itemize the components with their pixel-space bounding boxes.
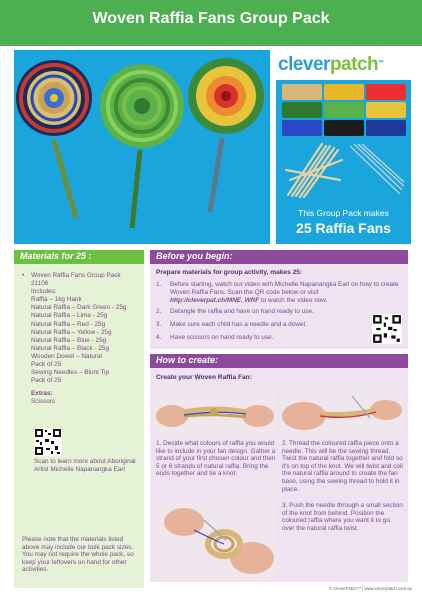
howto-step1: 1. Decide what colours of raffia you would like to include in your fan design. Gather a strand of your first chosen colour and then 5 or 6 strands of natural raffia. Bring the ends together and tie a knot. <box>156 440 276 478</box>
howto-step2: 2. Thread the coloured raffia piece onto a needle. This will be the sewing thread. Twist the natural raffia together and fold so it's on top of the knot. We will twist and coil the natural raffia around to create the fan base, using the sewing thread to hold it in place. <box>282 440 403 493</box>
video-link[interactable]: http://cleverpat.ch/MNE_WRF <box>170 297 260 304</box>
step1-text-a: Before starting, watch our video with Michelle Napanangka Earl on how to create Woven Raffia Fans. Scan the QR code below or visit <box>170 281 399 296</box>
materials-item: Natural Raffia – Lime - 25g <box>31 312 108 320</box>
step2-photo <box>280 386 404 436</box>
step3-text: Make sure each child has a needle and a dowel. <box>170 321 307 328</box>
howto-heading-bar <box>150 354 408 368</box>
howto-subheading: Create your Woven Raffia Fan: <box>156 374 252 381</box>
materials-item: Natural Raffia – Red - 25g <box>31 320 106 328</box>
page-title: Woven Raffia Fans Group Pack <box>92 10 330 27</box>
hero-fans-photo <box>14 50 270 244</box>
raffia-swatch <box>282 84 322 100</box>
logo-patch: patch <box>329 54 379 75</box>
materials-item: Pack of 25 <box>31 361 62 369</box>
before-subheading: Prepare materials for group activity, makes 25: <box>156 269 303 276</box>
materials-item: Raffia – 1kg Hank <box>31 296 82 304</box>
raffia-swatch <box>366 102 406 118</box>
step1-photo <box>154 386 276 436</box>
raffia-swatch <box>324 120 364 136</box>
wooden-dowels-photo <box>282 140 406 200</box>
extras-value: Scissors <box>31 398 56 406</box>
materials-item: Wooden Dowel – Natural <box>31 352 102 360</box>
before-heading: Before you begin: <box>156 251 233 261</box>
logo-tm: TM <box>378 58 383 64</box>
materials-item: Sewing Needles – Blunt Tip <box>31 369 110 377</box>
materials-item: Includes: <box>31 288 57 296</box>
raffia-fans-illustration <box>14 50 270 244</box>
raffia-swatch <box>366 84 406 100</box>
materials-item: Natural Raffia – Black - 25g <box>31 344 110 352</box>
group-pack-count: 25 Raffia Fans <box>296 220 391 236</box>
raffia-swatch <box>282 120 322 136</box>
before-heading-bar <box>150 250 408 264</box>
group-pack-caption: This Group Pack makes <box>298 208 389 218</box>
howto-heading: How to create: <box>156 355 219 365</box>
extras-label: Extras: <box>31 390 53 398</box>
materials-item: Natural Raffia – Blue - 25g <box>31 336 107 344</box>
materials-item: Pack of 25 <box>31 377 62 385</box>
step2-number: 2. <box>156 308 162 315</box>
raffia-swatch <box>324 84 364 100</box>
qr-caption: Scan to learn more about Aboriginal Artist Michelle Napanangka Earl <box>34 458 136 474</box>
materials-heading-bar <box>14 250 144 264</box>
materials-item: Natural Raffia – Yellow - 25g <box>31 328 112 336</box>
artist-qr-code[interactable] <box>34 428 62 456</box>
raffia-swatches <box>282 84 406 136</box>
raffia-swatch <box>366 120 406 136</box>
step1-text-b: to watch the video now. <box>259 297 328 304</box>
step3-number: 3. <box>156 321 162 328</box>
step3-photo <box>154 500 276 580</box>
raffia-swatch <box>282 102 322 118</box>
step2-text: Detangle the raffia and have on hand ready to use. <box>170 308 314 315</box>
footer-copyright: © CleverPatch™ | www.cleverpatch.com.au <box>328 586 412 591</box>
cleverpatch-logo <box>276 50 411 80</box>
materials-item: Natural Raffia – Dark Green - 25g <box>31 304 127 312</box>
howto-step3: 3. Push the needle through a small section of the knot from behind. Position the coloured raffia where you want it to go over the natural raffia twist. <box>282 502 403 532</box>
materials-heading: Materials for 25 : <box>20 251 92 261</box>
before-steps <box>156 281 402 342</box>
logo-clever: clever <box>278 54 330 75</box>
materials-note: Please note that the materials listed above may include our bulk pack sizes. You may not require the whole pack, so keep your leftovers on hand for other activities. <box>22 536 134 574</box>
materials-item: 21106 <box>31 280 49 288</box>
raffia-swatch <box>324 102 364 118</box>
video-qr-code[interactable] <box>372 314 402 344</box>
materials-item: Woven Raffia Fans Group Pack <box>31 272 121 279</box>
materials-list <box>22 272 142 407</box>
step1-number: 1. <box>156 281 162 288</box>
step4-text: Have scissors on hand ready to use. <box>170 334 274 341</box>
materials-bullet: • <box>22 272 25 279</box>
step4-number: 4. <box>156 334 162 341</box>
